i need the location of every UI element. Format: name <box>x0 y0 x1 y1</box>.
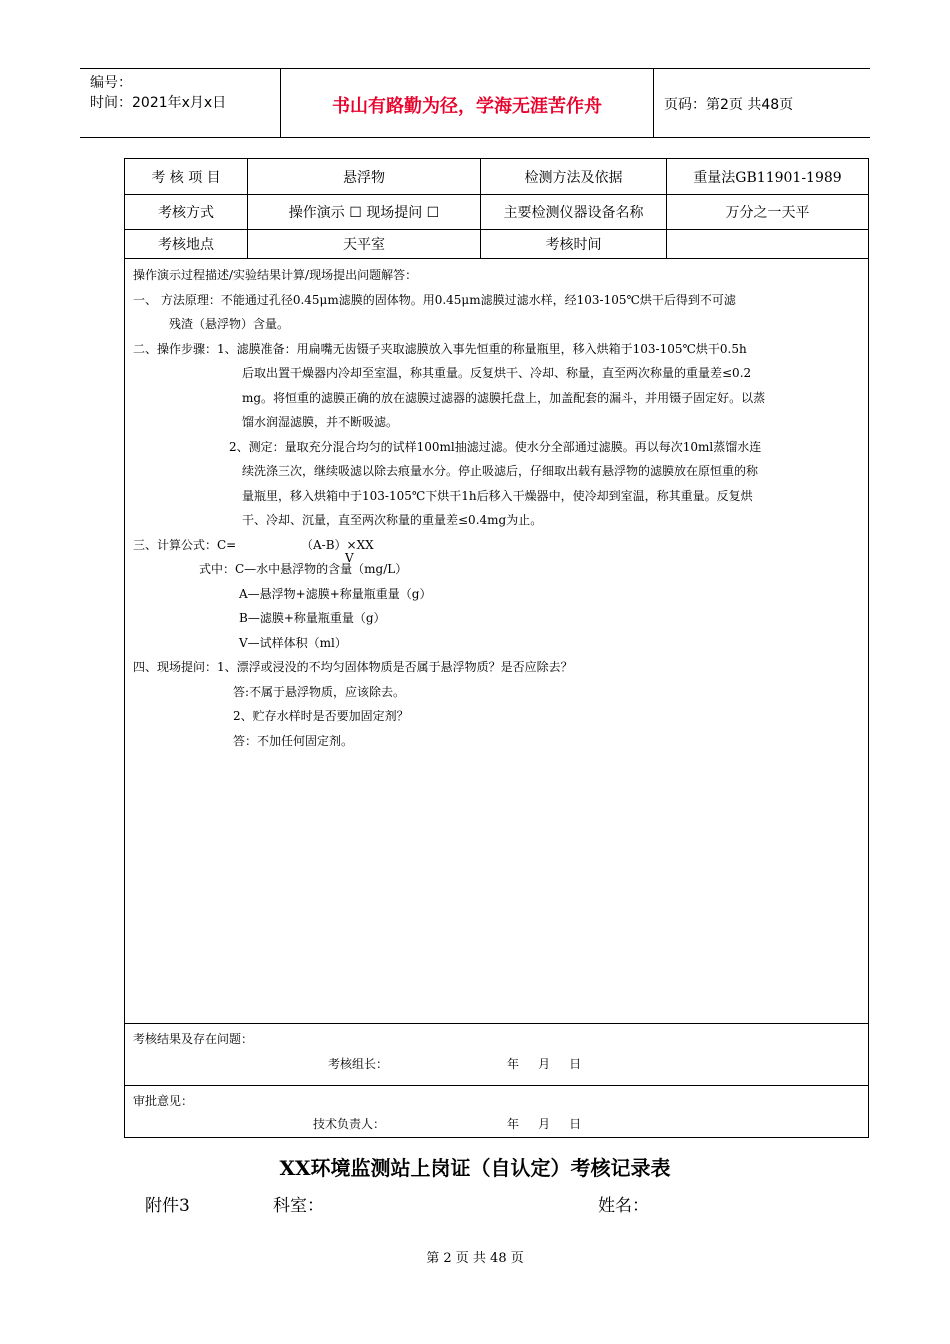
approval-date: 年 月 日 <box>507 1117 582 1131</box>
mode-label: 考核方式 <box>125 195 248 230</box>
procedure-heading: 操作演示过程描述/实验结果计算/现场提出问题解答： <box>133 268 418 282</box>
time-value <box>667 230 869 259</box>
table-row <box>125 259 869 1024</box>
formula-label: 三、计算公式：C= <box>133 537 237 552</box>
method-label: 检测方法及依据 <box>481 159 667 195</box>
header-page-label: 页码：第2页 共48页 <box>664 97 794 113</box>
step2-line-3: 量瓶里，移入烘箱中于103-105℃下烘干1h后移入干燥器中，使冷却到室温，称其重量。反复烘 <box>242 488 753 503</box>
approval-cell <box>125 1086 869 1138</box>
answer-1: 答:不属于悬浮物质，应该除去。 <box>233 684 406 699</box>
legend-a: A—悬浮物+滤膜+称量瓶重量（g） <box>239 586 432 601</box>
method-value: 重量法GB11901-1989 <box>667 159 869 195</box>
formula-denominator: V <box>345 550 354 565</box>
legend-v: V—试样体积（ml） <box>239 635 347 650</box>
doc-number-label: 编号： <box>90 75 132 91</box>
principle-line-2: 残渣（悬浮物）含量。 <box>169 317 290 331</box>
table-row <box>125 1086 869 1138</box>
approval-label: 审批意见： <box>133 1094 194 1108</box>
attachment-label: 附件3 <box>145 1196 190 1216</box>
header-motto: 书山有路勤为径，学海无涯苦作舟 <box>332 96 602 117</box>
result-date: 年 月 日 <box>507 1057 582 1071</box>
time-label: 考核时间 <box>481 230 667 259</box>
form-title: XX环境监测站上岗证（自认定）考核记录表 <box>279 1156 671 1180</box>
step1-line-1: 二、操作步骤：1、滤膜准备：用扁嘴无齿镊子夹取滤膜放入事先恒重的称量瓶里，移入烘箱于103-105℃烘干0.5h <box>133 341 747 356</box>
page-footer: 第 2 页 共 48 页 <box>426 1251 524 1266</box>
answer-2: 答：不加任何固定剂。 <box>233 733 354 748</box>
step2-line-4: 干、冷却、沉量，直至两次称量的重量差≤0.4mg为止。 <box>242 513 543 527</box>
item-label: 考 核 项 目 <box>125 159 248 195</box>
mode-value: 操作演示 ☐ 现场提问 ☐ <box>248 195 481 230</box>
step1-line-2: 后取出置干燥器内冷却至室温，称其重量。反复烘干、冷却、称量，直至两次称量的重量差≤0.2 <box>242 366 752 380</box>
table-row <box>125 1024 869 1086</box>
question-2: 2、贮存水样时是否要加固定剂？ <box>233 709 409 723</box>
leader-label: 考核组长： <box>328 1057 389 1071</box>
table-row <box>125 159 869 195</box>
formula-numerator: （A-B）×XX <box>301 537 374 552</box>
equipment-label: 主要检测仪器设备名称 <box>481 195 667 230</box>
step2-line-1: 2、测定：量取充分混合均匀的试样100ml抽滤过滤。使水分全部通过滤膜。再以每次10ml蒸馏水连 <box>229 439 762 454</box>
table-row <box>125 195 869 230</box>
formula-row <box>133 533 868 565</box>
department-label: 科室： <box>273 1196 324 1216</box>
name-label: 姓名： <box>598 1196 649 1216</box>
tech-lead-label: 技术负责人： <box>313 1117 386 1131</box>
principle-line-1: 一、 方法原理：不能通过孔径0.45μm滤膜的固体物。用0.45μm滤膜过滤水样，经103-105℃烘干后得到不可滤 <box>133 292 736 307</box>
legend-b: B—滤膜+称量瓶重量（g） <box>239 611 386 625</box>
doc-time-label: 时间：2021年x月x日 <box>90 95 227 111</box>
location-label: 考核地点 <box>125 230 248 259</box>
step1-line-4: 馏水润湿滤膜，并不断吸滤。 <box>242 415 399 429</box>
header-motto-cell <box>281 69 654 137</box>
step1-line-3: mg。将恒重的滤膜正确的放在滤膜过滤器的滤膜托盘上，加盖配套的漏斗，并用镊子固定好。以蒸 <box>242 390 766 405</box>
result-cell <box>125 1024 869 1086</box>
legend-c: 式中：C—水中悬浮物的含量（mg/L） <box>199 562 408 576</box>
assessment-table <box>124 158 869 1138</box>
page-header <box>80 68 870 138</box>
header-meta-cell <box>80 69 281 137</box>
header-page-cell <box>654 69 870 137</box>
location-value: 天平室 <box>248 230 481 259</box>
result-label: 考核结果及存在问题： <box>133 1032 254 1046</box>
procedure-cell <box>125 259 869 1024</box>
item-value: 悬浮物 <box>248 159 481 195</box>
table-row <box>125 230 869 259</box>
equipment-value: 万分之一天平 <box>667 195 869 230</box>
question-1: 四、现场提问：1、漂浮或浸没的不均匀固体物质是否属于悬浮物质？是否应除去？ <box>133 660 573 674</box>
step2-line-2: 续洗涤三次，继续吸滤以除去痕量水分。停止吸滤后，仔细取出载有悬浮物的滤膜放在原恒重的称 <box>242 464 759 478</box>
